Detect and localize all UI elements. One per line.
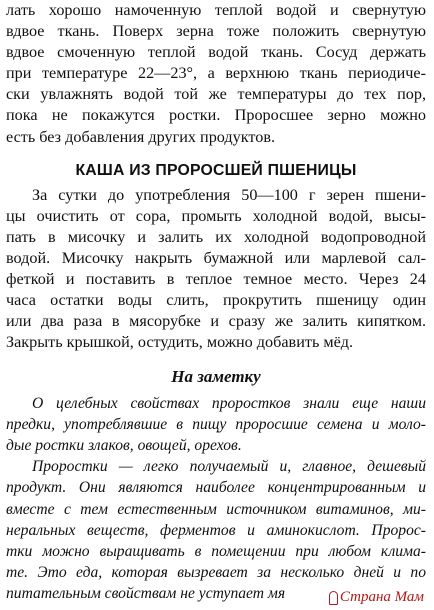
watermark-text: Страна Мам [339, 589, 424, 605]
text-line: часа остатки воды слить, прокрутить пшеницу один [6, 291, 426, 310]
text-line: пать в мисочку и залить их холодной водопроводной [6, 227, 426, 246]
watermark-logo-icon [329, 591, 338, 605]
text-line: цы очистить от сора, промыть холодной водой, высы- [6, 206, 426, 225]
recipe-paragraph [6, 185, 426, 354]
text-line: За сутки до употребления 50—100 г зерен пшени- [32, 185, 426, 204]
text-line: предки, употреблявшие в пищу проросшие семена и моло- [6, 415, 426, 433]
text-line: ски увлажнять водой той же температуры до тех пор, [6, 85, 426, 104]
text-line: лать хорошо намоченную теплой водой и свернутую [6, 1, 426, 19]
site-watermark [327, 589, 426, 606]
text-line: тки можно выращивать в помещении при любом клима- [6, 542, 426, 560]
text-line: или два раза в мясорубке и сразу же залить кипятком. [6, 312, 426, 331]
note-paragraph-1 [6, 393, 426, 457]
text-line: пока не покажутся ростки. Проросшее зерно можно [6, 106, 426, 125]
text-line: питательным свойствам не уступает мя [6, 585, 286, 603]
text-line: неральных веществ, ферментов и аминокислот. Пророс- [6, 521, 426, 539]
text-line: вдвое смоченную теплой водой ткань. Сосуд держать [6, 43, 426, 62]
text-line: есть без добавления других продуктов. [6, 127, 276, 146]
text-line: водой. Мисочку накрыть бумажной или марлевой сал- [6, 249, 426, 268]
text-line: те. Это еда, которая вызревает за несколько дней и по [6, 564, 426, 582]
text-line: О целебных свойствах проростков знали еще наши [32, 394, 426, 412]
text-line: вместе с тем естественным источником витаминов, ми- [6, 500, 426, 518]
text-line: Закрыть крышкой, остудить, можно добавить мёд. [6, 333, 354, 352]
recipe-title: КАША ИЗ ПРОРОСШЕЙ ПШЕНИЦЫ [75, 161, 357, 179]
text-line: дые ростки злаков, овощей, орехов. [6, 436, 242, 454]
note-paragraph-2 [6, 456, 426, 604]
text-line: при температуре 22—23°, а верхнюю ткань периодиче- [6, 64, 426, 83]
text-line: Проростки — легко получаемый и, главное, дешевый [32, 458, 426, 476]
intro-paragraph [6, 0, 426, 148]
note-section [6, 393, 426, 605]
note-title: На заметку [171, 366, 261, 386]
text-line: вдвое ткань. Поверх зерна тоже положить свернутую [6, 22, 426, 41]
text-line: продукт. Они являются наиболее концентрированным и [6, 479, 426, 497]
text-line: феткой и поставить в теплое темное место. Через 24 [6, 270, 426, 289]
